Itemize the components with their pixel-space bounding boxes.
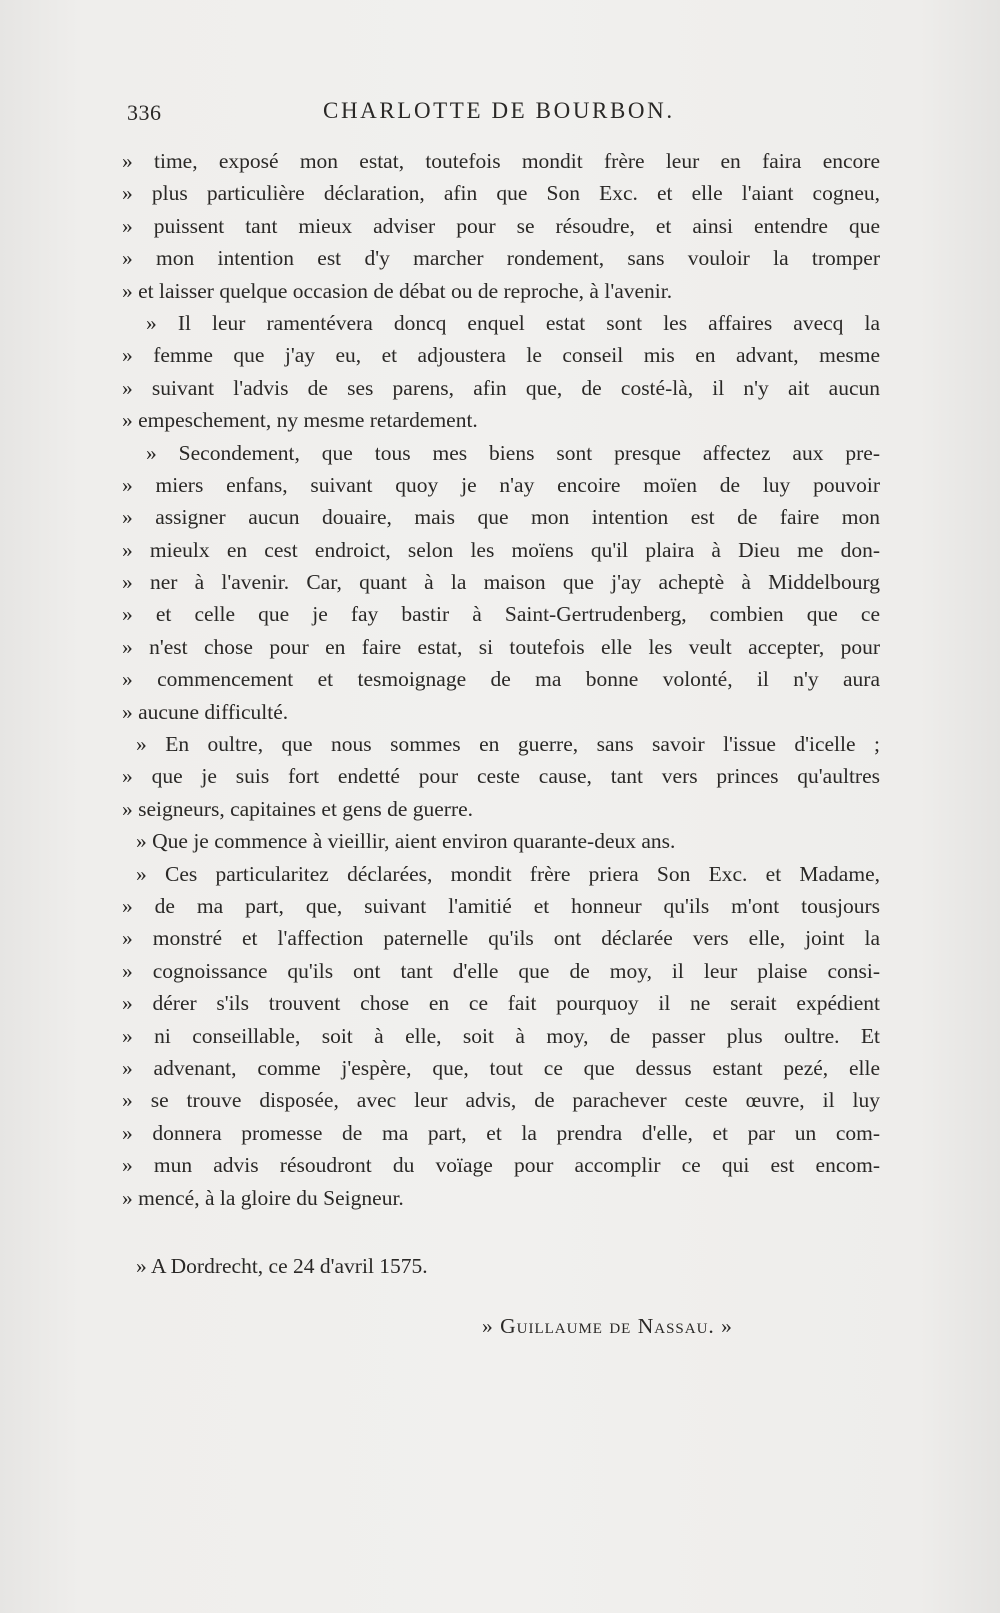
text-line: » ni conseillable, soit à elle, soit à moy, de passer plus oultre. Et — [122, 1023, 880, 1048]
text-line: » Secondement, que tous mes biens sont presque affectez aux pre- — [146, 440, 880, 465]
page-header — [127, 98, 683, 132]
text-line: » mun advis résoudront du voïage pour accomplir ce qui est encom- — [122, 1153, 880, 1178]
text-line: » cognoissance qu'ils ont tant d'elle que de moy, il leur plaise consi- — [122, 958, 880, 983]
text-line: » empeschement, ny mesme retardement. — [122, 408, 478, 433]
text-line: » et laisser quelque occasion de débat ou de reproche, à l'avenir. — [122, 278, 673, 303]
text-line: » En oultre, que nous sommes en guerre, sans savoir l'issue d'icelle ; — [136, 732, 880, 757]
text-line: » puissent tant mieux adviser pour se résoudre, et ainsi entendre que — [122, 213, 880, 238]
text-line: » miers enfans, suivant quoy je n'ay encoire moïen de luy pouvoir — [122, 472, 880, 497]
text-line: » et celle que je fay bastir à Saint-Gertrudenberg, combien que ce — [122, 602, 880, 627]
text-line: » Il leur ramentévera doncq enquel estat sont les affaires avecq la — [146, 310, 880, 335]
running-title: CHARLOTTE DE BOURBON. — [323, 98, 675, 123]
text-line: » que je suis fort endetté pour ceste cause, tant vers princes qu'aultres — [122, 764, 880, 789]
page-number: 336 — [127, 100, 162, 125]
signature: » Guillaume de Nassau. » — [482, 1314, 733, 1338]
text-line: » n'est chose pour en faire estat, si toutefois elle les veult accepter, pour — [122, 634, 880, 659]
text-line: » se trouve disposée, avec leur advis, de parachever ceste œuvre, il luy — [122, 1088, 880, 1113]
text-line: » mieulx en cest endroict, selon les moïens qu'il plaira à Dieu me don- — [122, 537, 880, 562]
text-line: » seigneurs, capitaines et gens de guerre. — [122, 796, 474, 821]
text-line: » advenant, comme j'espère, que, tout ce que dessus estant pezé, elle — [122, 1055, 880, 1080]
dateline: » A Dordrecht, ce 24 d'avril 1575. — [136, 1254, 428, 1278]
text-line: » Que je commence à vieillir, aient environ quarante-deux ans. — [136, 829, 676, 854]
text-line: » mon intention est d'y marcher rondement, sans vouloir la tromper — [122, 246, 880, 271]
text-line: » femme que j'ay eu, et adjoustera le conseil mis en advant, mesme — [122, 343, 880, 368]
text-line: » donnera promesse de ma part, et la prendra d'elle, et par un com- — [122, 1120, 880, 1145]
text-line: » dérer s'ils trouvent chose en ce fait pourquoy il ne serait expédient — [122, 991, 880, 1016]
text-line: » commencement et tesmoignage de ma bonne volonté, il n'y aura — [122, 667, 880, 692]
text-line: » Ces particularitez déclarées, mondit frère priera Son Exc. et Madame, — [136, 861, 880, 886]
text-line: » suivant l'advis de ses parens, afin que, de costé-là, il n'y ait aucun — [122, 375, 880, 400]
text-line: » aucune difficulté. — [122, 699, 289, 724]
text-line: » mencé, à la gloire du Seigneur. — [122, 1185, 404, 1210]
text-line: » monstré et l'affection paternelle qu'ils ont déclarée vers elle, joint la — [122, 926, 880, 951]
text-line: » plus particulière déclaration, afin que Son Exc. et elle l'aiant cogneu, — [122, 181, 880, 206]
text-line: » de ma part, que, suivant l'amitié et honneur qu'ils m'ont tousjours — [122, 893, 880, 918]
text-line: » time, exposé mon estat, toutefois mondit frère leur en faira encore — [122, 149, 880, 173]
text-line: » assigner aucun douaire, mais que mon intention est de faire mon — [122, 505, 880, 530]
text-line: » ner à l'avenir. Car, quant à la maison que j'ay acheptè à Middelbourg — [122, 570, 880, 595]
letter-body — [122, 145, 880, 1214]
